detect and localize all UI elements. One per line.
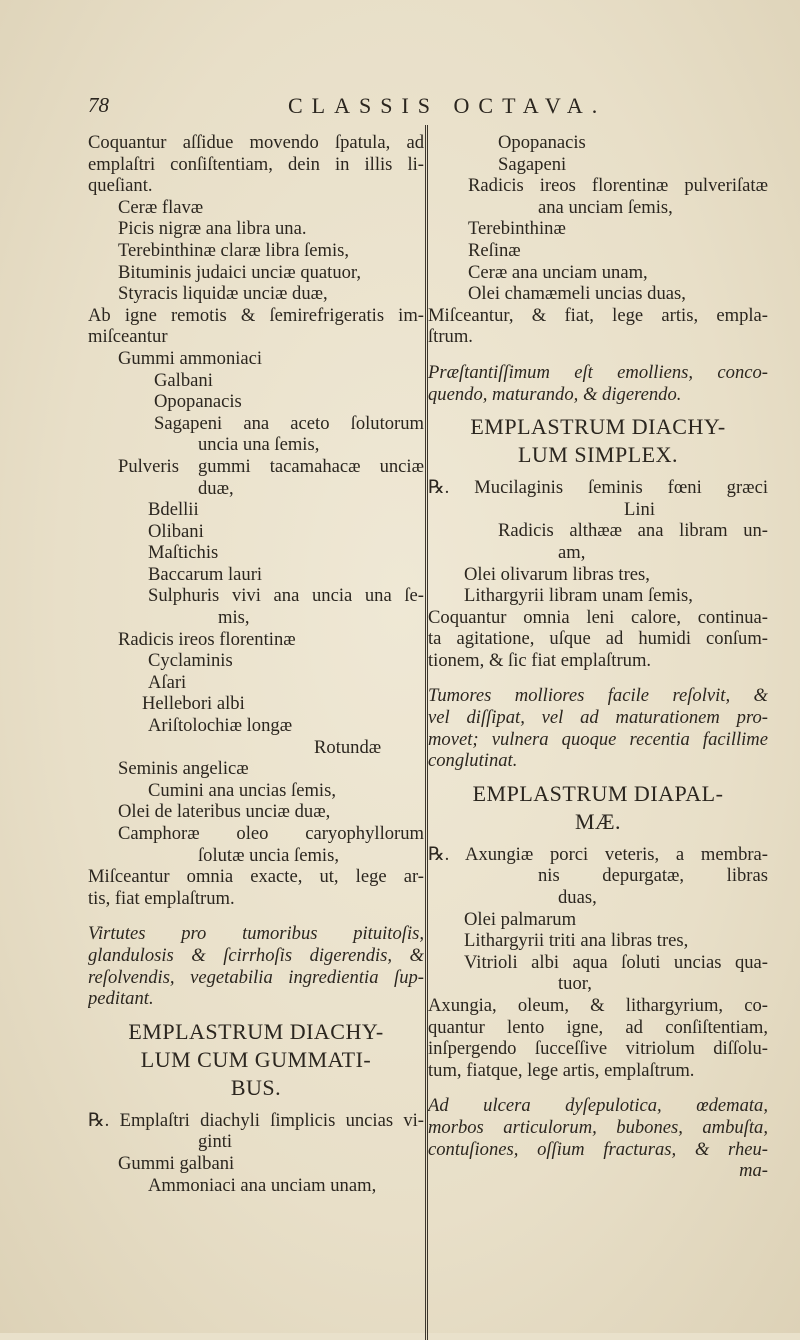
text-line: nis depurgatæ, libras [538, 865, 768, 887]
text-line: ſtrum. [428, 326, 473, 348]
text-line: Bituminis judaici unciæ quatuor, [118, 261, 362, 283]
text-line: Terebinthinæ claræ libra ſemis, [118, 239, 350, 261]
text-line: Gummi galbani [118, 1152, 235, 1174]
note-line: conglutinat. [428, 750, 518, 772]
text-line: ana unciam ſemis, [538, 196, 673, 218]
left-virtues-note [88, 923, 424, 1009]
text-line: emplaſtri conſiſtentiam, dein in illis li- [88, 153, 424, 175]
left-recipe-text-2 [88, 1110, 424, 1196]
heading-line: EMPLASTRUM DIAPAL- [472, 780, 724, 806]
text-line: Miſceantur, & fiat, lege artis, empla- [428, 304, 768, 326]
right-recipe-text [428, 132, 768, 348]
text-line: Radicis althææ ana libram un- [498, 520, 768, 542]
note-line: reſolvendis, vegetabilia ingredientia ſup- [88, 966, 424, 988]
heading-line: LUM SIMPLEX. [517, 442, 678, 468]
text-line: tum, fiatque, lege artis, emplaſtrum. [428, 1059, 695, 1081]
running-title: CLASSIS OCTAVA. [288, 93, 607, 118]
note-line: vel diſſipat, vel ad maturationem pro- [428, 707, 768, 729]
text-line: Hellebori albi [142, 693, 245, 715]
text-line: tionem, & ſic fiat emplaſtrum. [428, 649, 652, 671]
text-line: Cumini ana uncias ſemis, [148, 779, 336, 801]
text-line: Olei olivarum libras tres, [464, 563, 650, 585]
text-line: Radicis ireos florentinæ pulveriſatæ [468, 175, 768, 197]
text-line: uncia una ſemis, [198, 434, 320, 456]
text-line: Ceræ flavæ [118, 196, 204, 218]
text-line: Styracis liquidæ unciæ duæ, [118, 283, 328, 305]
heading-line: EMPLASTRUM DIACHY- [470, 414, 726, 440]
text-line: Maſtichis [148, 542, 219, 564]
heading-line: LUM CUM GUMMATI- [140, 1046, 372, 1072]
text-line: duæ, [198, 477, 234, 499]
right-note-1 [428, 362, 768, 405]
heading-line: BUS. [230, 1074, 282, 1100]
text-line: Sulphuris vivi ana uncia una ſe- [148, 585, 424, 607]
text-line: Sagapeni ana aceto ſolutorum [154, 412, 424, 434]
text-line: Lini [624, 498, 655, 520]
text-line: Pulveris gummi tacamahacæ unciæ [118, 455, 424, 477]
text-line: Olei palmarum [464, 908, 577, 930]
text-line: Bdellii [148, 499, 199, 521]
note-line: ma- [739, 1160, 768, 1182]
text-line: Olibani [148, 520, 204, 542]
note-line: morbos articulorum, bubones, ambuſta, [428, 1116, 768, 1138]
right-note-2 [428, 685, 768, 771]
text-line: queſiant. [88, 175, 153, 197]
text-line: Lithargyrii libram unam ſemis, [464, 585, 693, 607]
text-line: ginti [198, 1131, 233, 1153]
note-line: Virtutes pro tumoribus pituitoſis, [88, 923, 424, 945]
note-line: Ad ulcera dyſepulotica, œdemata, [428, 1095, 768, 1117]
text-line: Cyclaminis [148, 650, 233, 672]
text-line: Coquantur omnia leni calore, continua- [428, 606, 768, 628]
note-line: quendo, maturando, & digerendo. [428, 383, 682, 405]
text-line: am, [558, 541, 586, 563]
text-line: Ceræ ana unciam unam, [468, 261, 648, 283]
right-heading-diachylum-simplex [428, 413, 768, 469]
text-line: Olei de lateribus unciæ duæ, [118, 801, 331, 823]
text-line: Sagapeni [498, 153, 567, 175]
text-line: Reſinæ [468, 239, 521, 261]
text-line: Coquantur aſſidue movendo ſpatula, ad [88, 132, 424, 153]
text-line: Picis nigræ ana libra una. [118, 218, 307, 240]
left-column [88, 132, 424, 1196]
left-heading-diachylum-gummatibus [88, 1018, 424, 1102]
right-heading-diapalmae [428, 780, 768, 836]
text-line: quantur lento igne, ad conſiſtentiam, [428, 1016, 768, 1038]
text-line: Aſari [148, 671, 187, 693]
text-line: ℞. Emplaſtri diachyli ſimplicis uncias vi- [88, 1109, 424, 1131]
text-line: ℞. Mucilaginis ſeminis fœni græci [428, 477, 768, 499]
text-line: tuor, [558, 973, 592, 995]
page-number: 78 [88, 93, 109, 117]
heading-line: MÆ. [574, 808, 622, 834]
text-line: ta agitatione, uſque ad humidi conſum- [428, 628, 768, 650]
text-line: Opopanacis [498, 132, 586, 153]
text-line: miſceantur [88, 326, 168, 348]
text-line: Lithargyrii triti ana libras tres, [464, 930, 689, 952]
text-line: ℞. Axungiæ porci veteris, a membra- [428, 843, 768, 865]
text-line: Radicis ireos florentinæ [118, 628, 296, 650]
note-line: Præſtantiſſimum eſt emolliens, conco- [428, 361, 768, 383]
text-line: Terebinthinæ [468, 218, 566, 240]
text-line: Olei chamæmeli uncias duas, [468, 283, 686, 305]
left-recipe-text [88, 132, 424, 909]
text-line: Seminis angelicæ [118, 758, 249, 780]
note-line: glandulosis & ſcirrhoſis digerendis, & [88, 944, 424, 966]
text-line: Ammoniaci ana unciam unam, [148, 1174, 377, 1196]
text-line: Baccarum lauri [148, 563, 263, 585]
note-line: Tumores molliores facile reſolvit, & [428, 685, 768, 707]
right-recipe-text-3 [428, 844, 768, 1082]
text-line: tis, fiat emplaſtrum. [88, 887, 235, 909]
text-line: Ab igne remotis & ſemirefrigeratis im- [88, 304, 424, 326]
right-note-3 [428, 1095, 768, 1181]
right-recipe-text-2 [428, 477, 768, 671]
text-line: Vitrioli albi aqua ſoluti uncias qua- [464, 951, 768, 973]
text-line: Miſceantur omnia exacte, ut, lege ar- [88, 866, 424, 888]
text-line: mis, [218, 607, 250, 629]
text-line: Galbani [154, 369, 213, 391]
text-line: ſolutæ uncia ſemis, [198, 844, 339, 866]
heading-line: EMPLASTRUM DIACHY- [128, 1018, 384, 1044]
text-line: inſpergendo ſucceſſive vitriolum diſſolu- [428, 1038, 768, 1060]
note-line: peditant. [88, 988, 154, 1010]
note-line: movet; vulnera quoque recentia facillime [428, 728, 768, 750]
page-header [88, 93, 788, 123]
text-line: Opopanacis [154, 391, 242, 413]
note-line: contuſiones, oſſium fracturas, & rheu- [428, 1138, 768, 1160]
text-line: Camphoræ oleo caryophyllorum [118, 823, 424, 844]
text-line: Gummi ammoniaci [118, 347, 263, 369]
text-line: duas, [558, 887, 597, 909]
right-column [428, 132, 768, 1182]
text-line: Ariſtolochiæ longæ [148, 715, 293, 737]
text-line: Rotundæ [314, 736, 382, 758]
text-line: Axungia, oleum, & lithargyrium, co- [428, 995, 768, 1016]
